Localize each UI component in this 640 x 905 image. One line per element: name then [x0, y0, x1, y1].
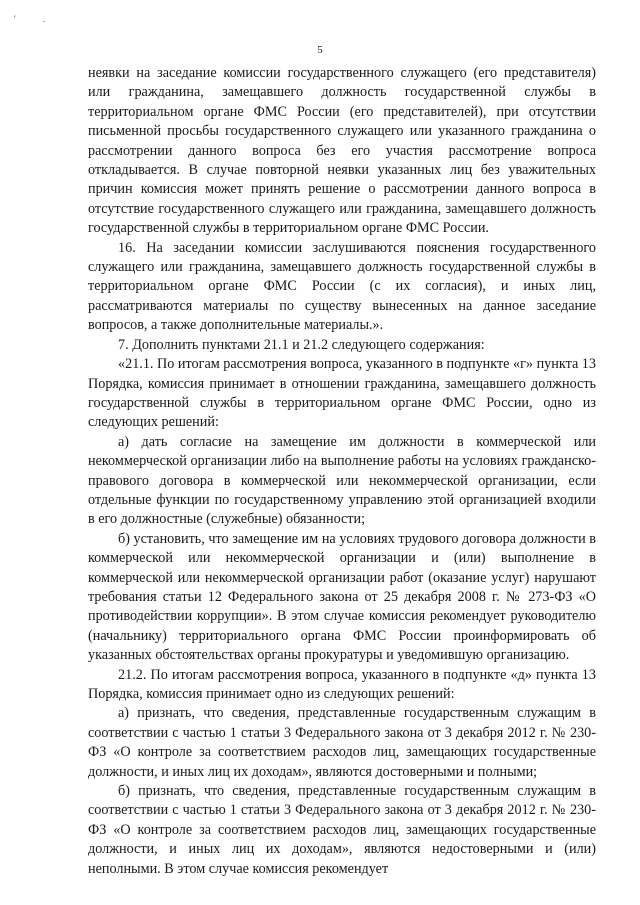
margin-mark-right: .: [43, 14, 46, 24]
paragraph-item-21-2: 21.2. По итогам рассмотрения вопроса, указанного в подпункте «д» пункта 13 Порядка, комиссия принимает одно из следующих решений:: [88, 666, 596, 702]
document-body: [88, 64, 596, 879]
paragraph-item-21-1-b: б) установить, что замещение им на условиях трудового договора должности в коммерческой или некоммерческой организации и (или) выполнение в коммерческой или некоммерческой организации работ (оказание услуг) нарушают требования статьи 12 Федерального закона от 25 декабря 2008 г. № 273-ФЗ «О противодействии коррупции». В этом случае комиссия рекомендует руководителю (начальнику) территориального органа ФМС России проинформировать об указанных обстоятельствах органы прокуратуры и уведомившую организацию.: [88, 530, 596, 664]
paragraph-amendment-7: 7. Дополнить пунктами 21.1 и 21.2 следующего содержания:: [118, 336, 485, 353]
paragraph-item-21-2-b: б) признать, что сведения, представленные государственным служащим в соответствии с частью 1 статьи 3 Федерального закона от 3 декабря 2012 г. № 230-ФЗ «О контроле за соответствием расходов лиц, замещающих государственные должности, и иных лиц их доходам», являются недостоверными и (или) неполными. В этом случае комиссия рекомендует: [88, 783, 596, 877]
paragraph-item-21-1-a: а) дать согласие на замещение им должности в коммерческой или некоммерческой организации либо на выполнение работы на условиях гражданско-правового договора в коммерческой или некоммерческой организации, если отдельные функции по государственному управлению этой организацией входили в его должностные (служебные) обязанности;: [88, 433, 596, 528]
paragraph-item-21-1: «21.1. По итогам рассмотрения вопроса, указанного в подпункте «г» пункта 13 Порядка, комиссия принимает в отношении гражданина, замещавшего должность государственной службы в территориальном органе ФМС России, одно из следующих решений:: [88, 356, 596, 431]
page-number: 5: [317, 44, 323, 56]
paragraph-item-21-2-a: а) признать, что сведения, представленные государственным служащим в соответствии с частью 1 статьи 3 Федерального закона от 3 декабря 2012 г. № 230-ФЗ «О контроле за соответствием расходов лиц, замещающих государственные должности, и иных лиц их доходам», являются достоверными и полными;: [88, 705, 596, 780]
margin-mark-left: ': [14, 14, 16, 24]
paragraph-continuation: неявки на заседание комиссии государственного служащего (его представителя) или гражданина, замещавшего должность государственной службы в территориальном органе ФМС России (его представителей), при отсутствии письменной просьбы государственного служащего или указанного гражданина о рассмотрении данного вопроса без его участия рассмотрение вопроса откладывается. В случае повторной неявки указанных лиц без уважительных причин комиссия может принять решение о рассмотрении данного вопроса в отсутствие государственного служащего или гражданина, замещавшего должность государственной службы в территориальном органе ФМС России.: [88, 65, 596, 237]
paragraph-item-16: 16. На заседании комиссии заслушиваются пояснения государственного служащего или гражданина, замещавшего должность государственной службы в территориальном органе ФМС России (с их согласия), и иных лиц, рассматриваются материалы по существу вынесенных на данное заседание вопросов, а также дополнительные материалы.».: [88, 239, 596, 334]
